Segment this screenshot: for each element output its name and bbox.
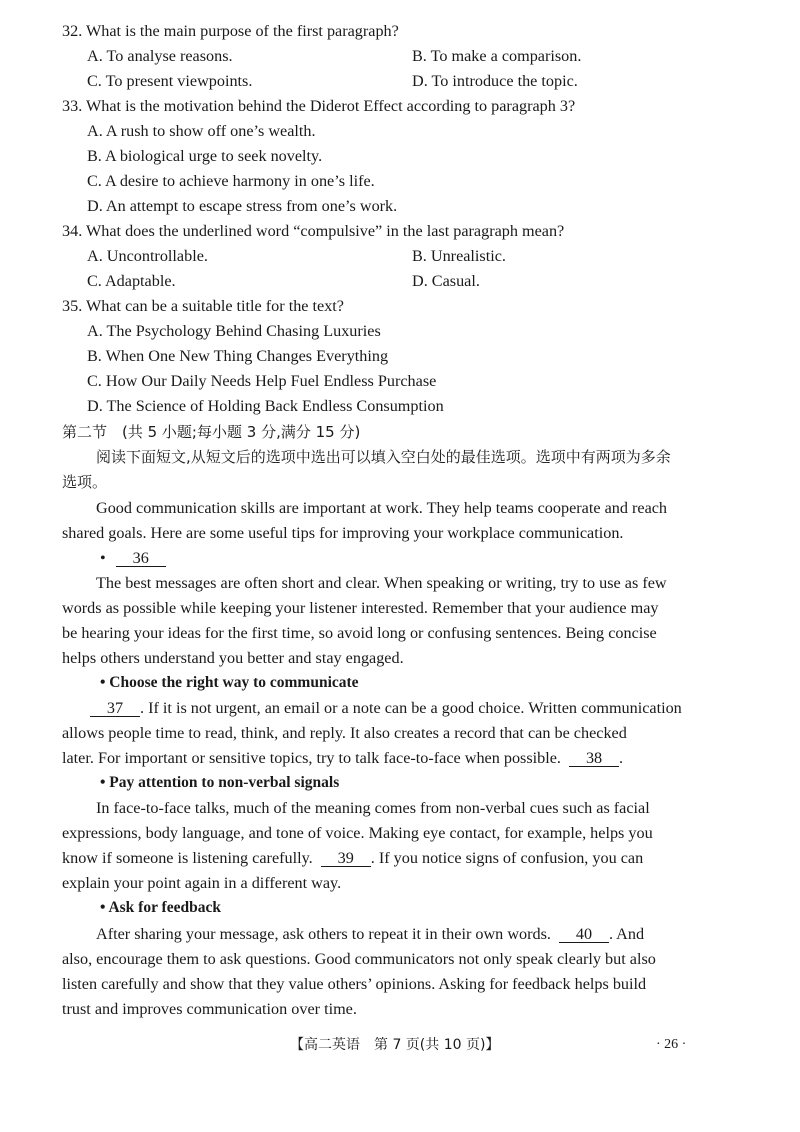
question-34-option-a: A. Uncontrollable. [87,247,208,265]
question-32-option-a: A. To analyse reasons. [87,47,233,65]
section-instruction-line1: 阅读下面短文,从短文后的选项中选出可以填入空白处的最佳选项。选项中有两项为多余 [96,448,671,466]
question-32-option-d: D. To introduce the topic. [412,72,578,90]
question-33-stem: 33. What is the motivation behind the Diderot Effect according to paragraph 3? [62,97,576,115]
question-32-stem: 32. What is the main purpose of the first paragraph? [62,22,399,40]
paragraph-2-line3: later. For important or sensitive topics, try to talk face-to-face when possible. 38 . [62,749,624,767]
paragraph-1-line2: words as possible while keeping your listener interested. Remember that your audience may [62,599,659,617]
blank-40: 40 [559,926,609,943]
question-32-option-b: B. To make a comparison. [412,47,582,65]
paragraph-4-line3: listen carefully and show that they value others’ opinions. Asking for feedback helps build [62,975,647,993]
heading-choose-right-way: • Choose the right way to communicate [100,674,359,691]
question-34-option-c: C. Adaptable. [87,272,176,290]
question-35-option-b: B. When One New Thing Changes Everything [87,347,389,365]
paragraph-4-line2: also, encourage them to ask questions. Good communicators not only speak clearly but also [62,950,656,968]
question-34-option-d: D. Casual. [412,272,480,290]
paragraph-2-line1 [90,697,682,719]
question-35-option-d: D. The Science of Holding Back Endless Consumption [87,397,444,415]
paragraph-3-line3-pre: know if someone is listening carefully. [62,849,313,867]
paragraph-4-line4: trust and improves communication over time. [62,1000,357,1018]
paragraph-1-line1: The best messages are often short and clear. When speaking or writing, try to use as few [96,574,667,592]
heading-ask-feedback: • Ask for feedback [100,899,221,916]
paragraph-4-line1-pre: After sharing your message, ask others to repeat it in their own words. [96,925,551,943]
paragraph-3-line3 [62,847,643,869]
question-35-option-c: C. How Our Daily Needs Help Fuel Endless Purchase [87,372,437,390]
paragraph-3-line1: In face-to-face talks, much of the meaning comes from non-verbal cues such as facial [96,799,650,817]
question-33-option-c: C. A desire to achieve harmony in one’s life. [87,172,375,190]
question-33-option-d: D. An attempt to escape stress from one’s work. [87,197,398,215]
paragraph-3-line4: explain your point again in a different way. [62,874,342,892]
blank-38: 38 [569,750,619,767]
heading-non-verbal: • Pay attention to non-verbal signals [100,774,340,791]
paragraph-2-line2: allows people time to read, think, and reply. It also creates a record that can be checked [62,724,627,742]
page-code: · 26 · [656,1037,687,1052]
heading-blank-36 [100,547,166,569]
paragraph-4-line1-post: . And [608,925,645,943]
paragraph-4-line1 [96,923,644,945]
question-34-option-b: B. Unrealistic. [412,247,506,265]
passage-intro-line1: Good communication skills are important at work. They help teams cooperate and reach [96,499,668,517]
paragraph-3-line3-post: . If you notice signs of confusion, you can [370,849,644,867]
page-footer-label: 【高二英语 第 7 页(共 10 页)】 [290,1037,500,1053]
question-33-option-a: A. A rush to show off one’s wealth. [87,122,316,140]
section-title: 第二节 (共 5 小题;每小题 3 分,满分 15 分) [62,423,361,441]
paragraph-1-line3: be hearing your ideas for the first time, so avoid long or confusing sentences. Being concise [62,624,657,642]
question-32-option-c: C. To present viewpoints. [87,72,253,90]
paragraph-2-line1-text: . If it is not urgent, an email or a note can be a good choice. Written communication [140,699,682,717]
paragraph-1-line4: helps others understand you better and stay engaged. [62,649,404,667]
blank-37: 37 [90,700,140,717]
bullet-icon: • [100,549,106,567]
paragraph-2-line3-text: later. For important or sensitive topics, try to talk face-to-face when possible. [62,749,561,767]
section-instruction-line2: 选项。 [62,473,108,491]
paragraph-3-line2: expressions, body language, and tone of voice. Making eye contact, for example, helps you [62,824,653,842]
blank-36: 36 [116,550,166,567]
question-33-option-b: B. A biological urge to seek novelty. [87,147,323,165]
blank-39: 39 [321,850,371,867]
passage-intro-line2: shared goals. Here are some useful tips for improving your workplace communication. [62,524,624,542]
question-35-stem: 35. What can be a suitable title for the text? [62,297,344,315]
question-34-stem: 34. What does the underlined word “compulsive” in the last paragraph mean? [62,222,565,240]
question-35-option-a: A. The Psychology Behind Chasing Luxuries [87,322,381,340]
